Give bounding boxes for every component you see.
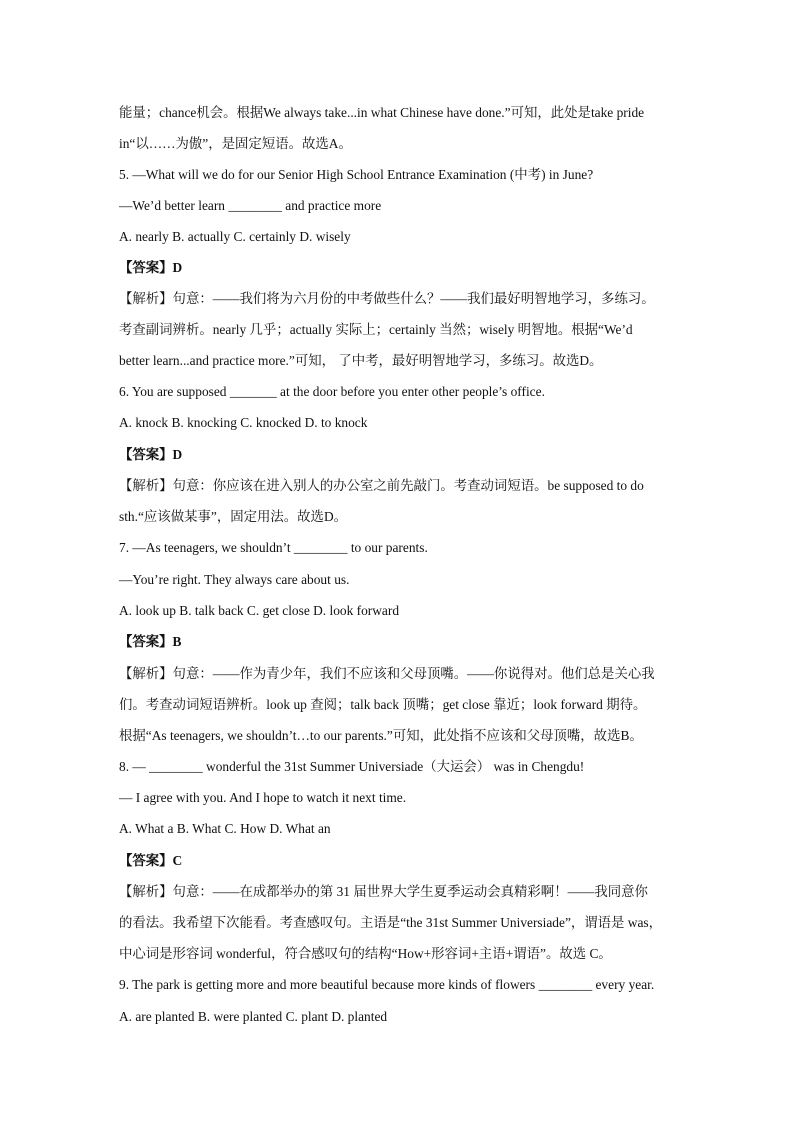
question-7: 7. —As teenagers, we shouldn’t ________ to our parents.	[119, 540, 428, 555]
answer-label: 【答案】C	[119, 853, 183, 868]
answer-label: 【答案】D	[119, 260, 183, 275]
text-line: — I agree with you. And I hope to watch it next time.	[119, 790, 407, 805]
options-line: A. are planted B. were planted C. plant D. planted	[119, 1009, 388, 1024]
text-line: —You’re right. They always care about us.	[119, 572, 350, 587]
analysis-text: 【解析】句意：——作为青少年，我们不应该和父母顶嘴。——你说得对。他们总是关心我	[119, 666, 655, 681]
analysis-text: better learn...and practice more.”可知， 了中考，最好明智地学习，多练习。故选D。	[119, 353, 603, 368]
question-5: 5. —What will we do for our Senior High School Entrance Examination (中考) in June?	[119, 167, 594, 182]
question-8: 8. — ________ wonderful the 31st Summer Universiade（大运会） was in Chengdu!	[119, 759, 585, 774]
analysis-text: 【解析】句意：——在成都举办的第 31 届世界大学生夏季运动会真精彩啊！——我同意你	[119, 884, 648, 899]
analysis-text: sth.“应该做某事”，固定用法。故选D。	[119, 509, 347, 524]
analysis-text: 考查副词辨析。nearly 几乎；actually 实际上；certainly 当然；wisely 明智地。根据“We’d	[119, 322, 633, 337]
analysis-text: 根据“As teenagers, we shouldn’t…to our parents.”可知，此处指不应该和父母顶嘴，故选B。	[119, 728, 643, 743]
answer-label: 【答案】B	[119, 634, 182, 649]
analysis-text: 的看法。我希望下次能看。考查感叹句。主语是“the 31st Summer Universiade”，谓语是 was，	[119, 915, 663, 930]
question-6: 6. You are supposed _______ at the door before you enter other people’s office.	[119, 384, 545, 399]
text-line: —We’d better learn ________ and practice more	[119, 198, 382, 213]
analysis-text: 中心词是形容词 wonderful，符合感叹句的结构“How+形容词+主语+谓语”。故选 C。	[119, 946, 612, 961]
options-line: A. What a B. What C. How D. What an	[119, 821, 331, 836]
text-line: in“以……为傲”，是固定短语。故选A。	[119, 136, 352, 151]
analysis-text: 【解析】句意：——我们将为六月份的中考做些什么？——我们最好明智地学习，多练习。	[119, 291, 655, 306]
options-line: A. knock B. knocking C. knocked D. to knock	[119, 415, 368, 430]
options-line: A. nearly B. actually C. certainly D. wisely	[119, 229, 351, 244]
question-9: 9. The park is getting more and more beautiful because more kinds of flowers ________ every year.	[119, 977, 655, 992]
answer-label: 【答案】D	[119, 447, 183, 462]
analysis-text: 【解析】句意：你应该在进入别人的办公室之前先敲门。考查动词短语。be supposed to do	[119, 478, 644, 493]
analysis-text: 们。考查动词短语辨析。look up 查阅；talk back 顶嘴；get close 靠近；look forward 期待。	[119, 697, 647, 712]
options-line: A. look up B. talk back C. get close D. look forward	[119, 603, 400, 618]
text-line: 能量；chance机会。根据We always take...in what Chinese have done.”可知，此处是take pride	[119, 105, 645, 120]
